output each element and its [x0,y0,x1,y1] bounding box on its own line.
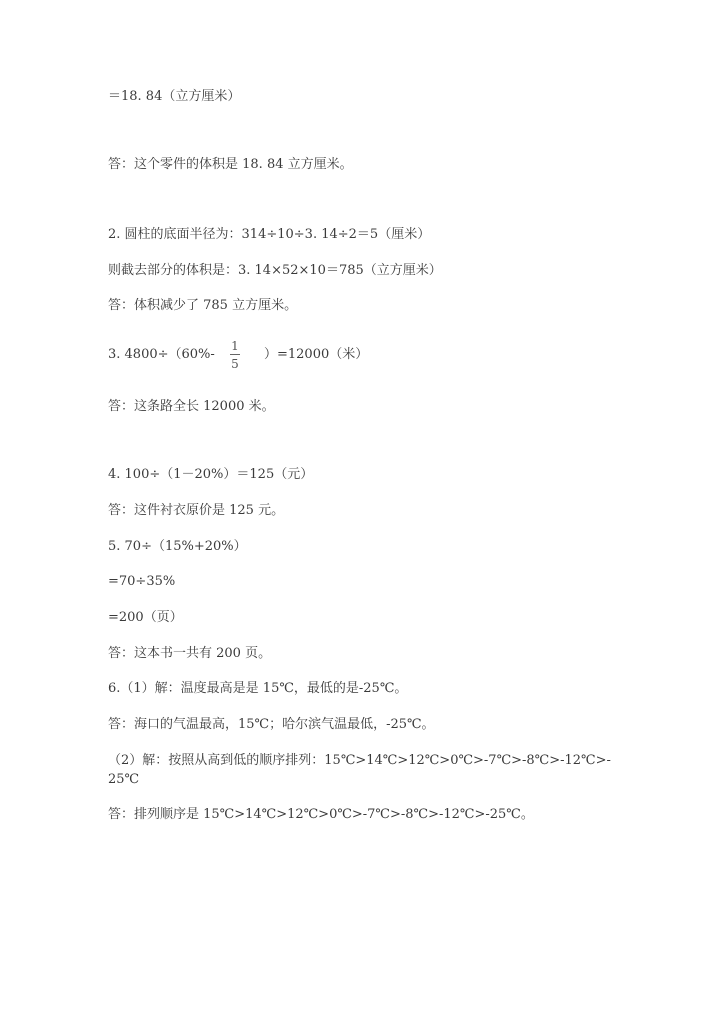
answer-volume-reduced: 答：体积减少了 785 立方厘米。 [108,298,298,313]
fraction-one-fifth [230,339,240,371]
problem-5-step: =70÷35% [108,574,176,589]
answer-book-pages: 答：这本书一共有 200 页。 [108,646,272,661]
answer-temperature-extremes: 答：海口的气温最高，15℃；哈尔滨气温最低，-25℃。 [108,717,435,732]
problem-6-part-1: 6.（1）解：温度最高是是 15℃，最低的是-25℃。 [108,681,408,696]
problem-2-radius: 2. 圆柱的底面半径为：314÷10÷3. 14÷2＝5（厘米） [108,227,431,242]
problem-3-equation-start: 3. 4800÷（60%- [108,347,215,362]
fraction-bar [230,354,240,355]
fraction-numerator: 1 [231,339,239,353]
problem-2-removed-volume: 则截去部分的体积是：3. 14×52×10＝785（立方厘米） [108,263,442,278]
answer-part-volume: 答：这个零件的体积是 18. 84 立方厘米。 [108,157,353,172]
problem-6-part-2-continued: 25℃ [108,772,140,787]
problem-4-equation: 4. 100÷（1－20%）＝125（元） [108,467,314,482]
problem-5-result: =200（页） [108,610,183,625]
problem-6-part-2: （2）解：按照从高到低的顺序排列：15℃>14℃>12℃>0℃>-7℃>-8℃>-12℃>- [108,753,611,768]
problem-5-equation: 5. 70÷（15%+20%） [108,539,247,554]
volume-result-line: ＝18. 84（立方厘米） [108,89,241,104]
answer-shirt-price: 答：这件衬衣原价是 125 元。 [108,503,285,518]
answer-temperature-order: 答：排列顺序是 15℃>14℃>12℃>0℃>-7℃>-8℃>-12℃>-25℃。 [108,807,534,822]
answer-road-length: 答：这条路全长 12000 米。 [108,399,275,414]
fraction-denominator: 5 [231,357,239,371]
problem-3-equation-end: ）=12000（米） [264,347,369,362]
